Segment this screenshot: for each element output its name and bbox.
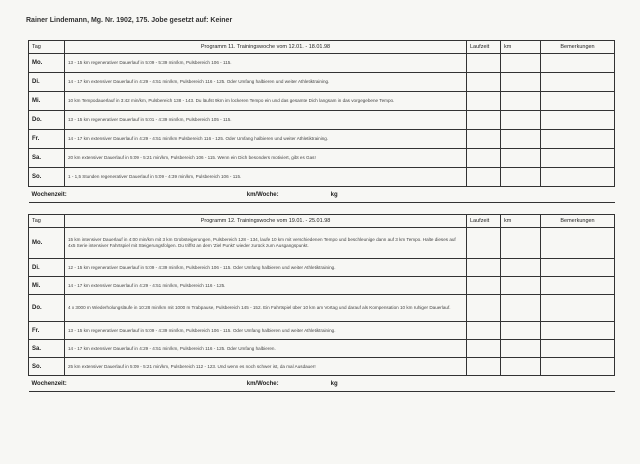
- header-row: [29, 215, 615, 228]
- day-label: Fr.: [29, 130, 65, 149]
- day-description: 14 - 17 km extensiver Dauerlauf in 4:29 - 4:51 min/km Pulsbereich 116 - 125. Oder Umfang halbieren und weiter Athletiktraining.: [65, 130, 467, 149]
- day-description: 13 - 15 km regenerativer Dauerlauf in 5:01 - 4:39 min/km, Pulsbereich 105 - 115.: [65, 111, 467, 130]
- time-cell[interactable]: [467, 54, 501, 73]
- day-label: Mo.: [29, 228, 65, 259]
- day-description: 13 - 15 km regenerativer Dauerlauf in 5:09 - 5:39 min/km, Pulsbereich 106 - 115.: [65, 54, 467, 73]
- footer-blank: [467, 376, 615, 392]
- day-description: 25 km extensiver Dauerlauf in 5:09 - 5:21 min/km, Pulsbereich 112 - 123. Und wenn es noch schwer ist, da mal Ausdauer!: [65, 358, 467, 376]
- day-label: Do.: [29, 111, 65, 130]
- km-cell[interactable]: [501, 92, 541, 111]
- week-time-label: Wochenzeit: km/Woche: kg: [29, 187, 467, 203]
- day-label: Mi.: [29, 277, 65, 295]
- table-row: [29, 340, 615, 358]
- day-description: 14 - 17 km extensiver Dauerlauf in 4:29 - 4:51 min/km, Pulsbereich 116 - 125. Oder Umfang halbieren und weiter Athletiktraining.: [65, 73, 467, 92]
- time-cell[interactable]: [467, 111, 501, 130]
- day-description: 13 - 15 km regenerativer Dauerlauf in 5:09 - 4:39 min/km, Pulsbereich 106 - 115. Oder Umfang halbieren und weiter Athletiktraining.: [65, 322, 467, 340]
- notes-cell[interactable]: [541, 358, 615, 376]
- time-cell[interactable]: [467, 358, 501, 376]
- day-label: Mo.: [29, 54, 65, 73]
- day-description: 12 - 15 km regenerativer Dauerlauf in 5:09 - 4:39 min/km, Pulsbereich 106 - 115. Oder Umfang halbieren und weiter Athletiktraining.: [65, 259, 467, 277]
- time-cell[interactable]: [467, 168, 501, 187]
- table-row: [29, 228, 615, 259]
- km-cell[interactable]: [501, 277, 541, 295]
- day-description: 14 - 17 km extensiver Dauerlauf in 4:29 - 4:51 min/km, Pulsbereich 116 - 125. Oder Umfang halbieren.: [65, 340, 467, 358]
- day-description: 20 km extensiver Dauerlauf in 5:09 - 5:21 min/km, Pulsbereich 106 - 115. Wenn ein Dich besonders motiviert, gibt es Gas!: [65, 149, 467, 168]
- day-label: Sa.: [29, 149, 65, 168]
- time-cell[interactable]: [467, 92, 501, 111]
- table-row: [29, 259, 615, 277]
- table-row: [29, 358, 615, 376]
- km-cell[interactable]: [501, 149, 541, 168]
- table-row: [29, 277, 615, 295]
- km-cell[interactable]: [501, 73, 541, 92]
- notes-header: Bemerkungen: [541, 41, 615, 54]
- notes-cell[interactable]: [541, 73, 615, 92]
- notes-header: Bemerkungen: [541, 215, 615, 228]
- notes-cell[interactable]: [541, 168, 615, 187]
- km-header: km: [501, 215, 541, 228]
- notes-cell[interactable]: [541, 149, 615, 168]
- day-description: 4 x 3000 m Wiederholungsläufe in 10:28 min/km mit 1000 m Trabpause, Pulsbereich 145 - 152. Ein Fahrtspiel über 10 km am Vortag und darauf als Kompensation 10 km ruhiger Dauerlauf.: [65, 295, 467, 322]
- km-cell[interactable]: [501, 340, 541, 358]
- time-cell[interactable]: [467, 149, 501, 168]
- time-cell[interactable]: [467, 228, 501, 259]
- km-week-label: km/Woche:: [246, 191, 279, 198]
- table-row: [29, 111, 615, 130]
- day-label: Di.: [29, 259, 65, 277]
- notes-cell[interactable]: [541, 259, 615, 277]
- time-cell[interactable]: [467, 340, 501, 358]
- day-label: Mi.: [29, 92, 65, 111]
- table-row: [29, 54, 615, 73]
- km-cell[interactable]: [501, 358, 541, 376]
- day-description: 1 - 1,5 Stunden regenerativer Dauerlauf in 5:09 - 4:39 min/km, Pulsbereich 106 - 115.: [65, 168, 467, 187]
- footer-row: [29, 376, 615, 392]
- table-row: [29, 168, 615, 187]
- time-header: Laufzeit: [467, 41, 501, 54]
- km-cell[interactable]: [501, 54, 541, 73]
- day-label: Di.: [29, 73, 65, 92]
- notes-cell[interactable]: [541, 130, 615, 149]
- day-description: 10 km Tempodauerlauf in 3:42 min/km, Pulsbereich 138 - 143. Du läufst 9km im lockeren Tempo ein und das gesamte Dich langsam in das vorgegebene Tempo.: [65, 92, 467, 111]
- footer-blank: [467, 187, 615, 203]
- time-cell[interactable]: [467, 277, 501, 295]
- km-header: km: [501, 41, 541, 54]
- table-row: [29, 130, 615, 149]
- program-header: Programm 11. Trainingswoche vom 12.01. - 18.01.98: [65, 41, 467, 54]
- table-row: [29, 322, 615, 340]
- day-label: Fr.: [29, 322, 65, 340]
- table-row: [29, 149, 615, 168]
- time-cell[interactable]: [467, 259, 501, 277]
- time-cell[interactable]: [467, 295, 501, 322]
- notes-cell[interactable]: [541, 111, 615, 130]
- day-label: Sa.: [29, 340, 65, 358]
- km-cell[interactable]: [501, 168, 541, 187]
- time-cell[interactable]: [467, 322, 501, 340]
- week-table-2: [28, 214, 615, 392]
- kg-label: kg: [330, 191, 338, 198]
- day-header: Tag: [29, 215, 65, 228]
- footer-row: [29, 187, 615, 203]
- day-label: Do.: [29, 295, 65, 322]
- km-cell[interactable]: [501, 322, 541, 340]
- time-cell[interactable]: [467, 73, 501, 92]
- km-week-label: km/Woche:: [246, 380, 279, 387]
- notes-cell[interactable]: [541, 295, 615, 322]
- day-description: 14 - 17 km extensiver Dauerlauf in 4:29 - 4:51 min/km, Pulsbereich 116 - 125.: [65, 277, 467, 295]
- notes-cell[interactable]: [541, 54, 615, 73]
- km-cell[interactable]: [501, 228, 541, 259]
- kg-label: kg: [330, 380, 338, 387]
- notes-cell[interactable]: [541, 322, 615, 340]
- km-cell[interactable]: [501, 130, 541, 149]
- km-cell[interactable]: [501, 259, 541, 277]
- time-cell[interactable]: [467, 130, 501, 149]
- page-title: Rainer Lindemann, Mg. Nr. 1902, 175. Jobe gesetzt auf: Keiner: [26, 17, 233, 24]
- notes-cell[interactable]: [541, 340, 615, 358]
- day-label: So.: [29, 358, 65, 376]
- time-header: Laufzeit: [467, 215, 501, 228]
- table-row: [29, 92, 615, 111]
- program-header: Programm 12. Trainingswoche vom 19.01. - 25.01.98: [65, 215, 467, 228]
- week-time-label: Wochenzeit: km/Woche: kg: [29, 376, 467, 392]
- notes-cell[interactable]: [541, 277, 615, 295]
- km-cell[interactable]: [501, 295, 541, 322]
- header-row: [29, 41, 615, 54]
- notes-cell[interactable]: [541, 228, 615, 259]
- week-table-1: [28, 40, 615, 203]
- day-header: Tag: [29, 41, 65, 54]
- table-row: [29, 295, 615, 322]
- notes-cell[interactable]: [541, 92, 615, 111]
- km-cell[interactable]: [501, 111, 541, 130]
- table-row: [29, 73, 615, 92]
- day-label: So.: [29, 168, 65, 187]
- day-description: 15 km intensiver Dauerlauf in 4:00 min/km mit 3 km Grobsteigerungen, Pulsbereich 128 - 134, laufe 10 km mit verschiedenen Tempo und beschleunige dann auf 3 km Tempo. Halte dieses auf 4x5 Serie intensiver Fahrtspiel mit Steigerungsfolgen. Du triffst an dem 'Ziel Punkt' wieder zurück zum Ausgangspunkt.: [65, 228, 467, 259]
